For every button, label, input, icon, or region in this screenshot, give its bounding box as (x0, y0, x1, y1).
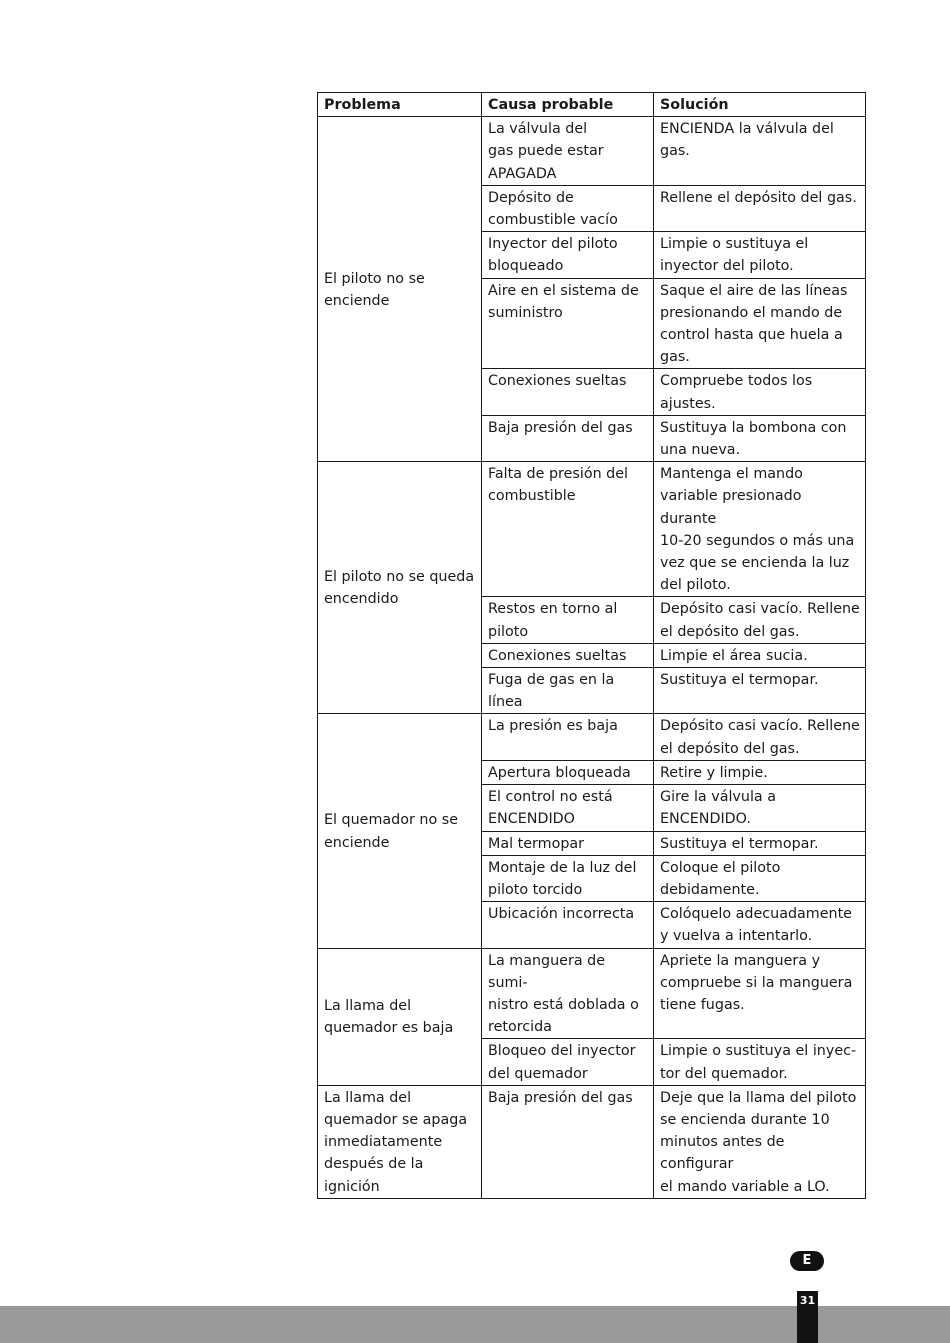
cause-cell: La manguera de sumi- nistro está doblada o retorcida (482, 948, 654, 1039)
solution-cell: Compruebe todos los ajustes. (654, 369, 866, 415)
table-row (318, 1085, 866, 1198)
cause-cell: Depósito de combustible vacío (482, 185, 654, 231)
cause-cell: Conexiones sueltas (482, 643, 654, 667)
cause-cell: Mal termopar (482, 831, 654, 855)
table-row (318, 948, 866, 1039)
table-row (318, 462, 866, 597)
solution-cell: Colóquelo adecuadamente y vuelva a intentarlo. (654, 902, 866, 948)
problem-cell: La llama del quemador se apaga inmediatamente después de la ignición (318, 1085, 482, 1198)
table-header-row (318, 93, 866, 117)
table-row (318, 117, 866, 186)
cause-cell: Baja presión del gas (482, 1085, 654, 1198)
problem-cell: La llama del quemador es baja (318, 948, 482, 1085)
solution-cell: Gire la válvula a ENCENDIDO. (654, 785, 866, 831)
header-solution: Solución (654, 93, 866, 117)
cause-cell: Inyector del piloto bloqueado (482, 232, 654, 278)
cause-cell: Aire en el sistema de suministro (482, 278, 654, 369)
solution-cell: Mantenga el mando variable presionado durante 10-20 segundos o más una vez que se encienda la luz del piloto. (654, 462, 866, 597)
problem-cell: El piloto no se queda encendido (318, 462, 482, 714)
cause-cell: Baja presión del gas (482, 415, 654, 461)
cause-cell: Ubicación incorrecta (482, 902, 654, 948)
cause-cell: La válvula del gas puede estar APAGADA (482, 117, 654, 186)
solution-cell: Rellene el depósito del gas. (654, 185, 866, 231)
cause-cell: Falta de presión del combustible (482, 462, 654, 597)
solution-cell: Limpie o sustituya el inyector del piloto. (654, 232, 866, 278)
solution-cell: Depósito casi vacío. Rellene el depósito del gas. (654, 714, 866, 760)
solution-cell: Sustituya el termopar. (654, 668, 866, 714)
cause-cell: Montaje de la luz del piloto torcido (482, 855, 654, 901)
solution-cell: Coloque el piloto debidamente. (654, 855, 866, 901)
solution-cell: Deje que la llama del piloto se encienda durante 10 minutos antes de configurar el mando variable a LO. (654, 1085, 866, 1198)
cause-cell: Fuga de gas en la línea (482, 668, 654, 714)
cause-cell: Apertura bloqueada (482, 760, 654, 784)
page-number: 31 (797, 1291, 818, 1343)
table-body (318, 117, 866, 1199)
solution-cell: Sustituya el termopar. (654, 831, 866, 855)
cause-cell: Bloqueo del inyector del quemador (482, 1039, 654, 1085)
solution-cell: ENCIENDA la válvula del gas. (654, 117, 866, 186)
solution-cell: Sustituya la bombona con una nueva. (654, 415, 866, 461)
header-problem: Problema (318, 93, 482, 117)
cause-cell: Conexiones sueltas (482, 369, 654, 415)
solution-cell: Saque el aire de las líneas presionando el mando de control hasta que huela a gas. (654, 278, 866, 369)
cause-cell: Restos en torno al piloto (482, 597, 654, 643)
cause-cell: La presión es baja (482, 714, 654, 760)
language-badge: E (790, 1251, 824, 1271)
solution-cell: Depósito casi vacío. Rellene el depósito del gas. (654, 597, 866, 643)
solution-cell: Apriete la manguera y compruebe si la manguera tiene fugas. (654, 948, 866, 1039)
problem-cell: El quemador no se enciende (318, 714, 482, 948)
problem-cell: El piloto no se enciende (318, 117, 482, 462)
solution-cell: Retire y limpie. (654, 760, 866, 784)
cause-cell: El control no está ENCENDIDO (482, 785, 654, 831)
table-row (318, 714, 866, 760)
header-cause: Causa probable (482, 93, 654, 117)
troubleshooting-table (317, 92, 866, 1199)
solution-cell: Limpie el área sucia. (654, 643, 866, 667)
solution-cell: Limpie o sustituya el inyec- tor del quemador. (654, 1039, 866, 1085)
